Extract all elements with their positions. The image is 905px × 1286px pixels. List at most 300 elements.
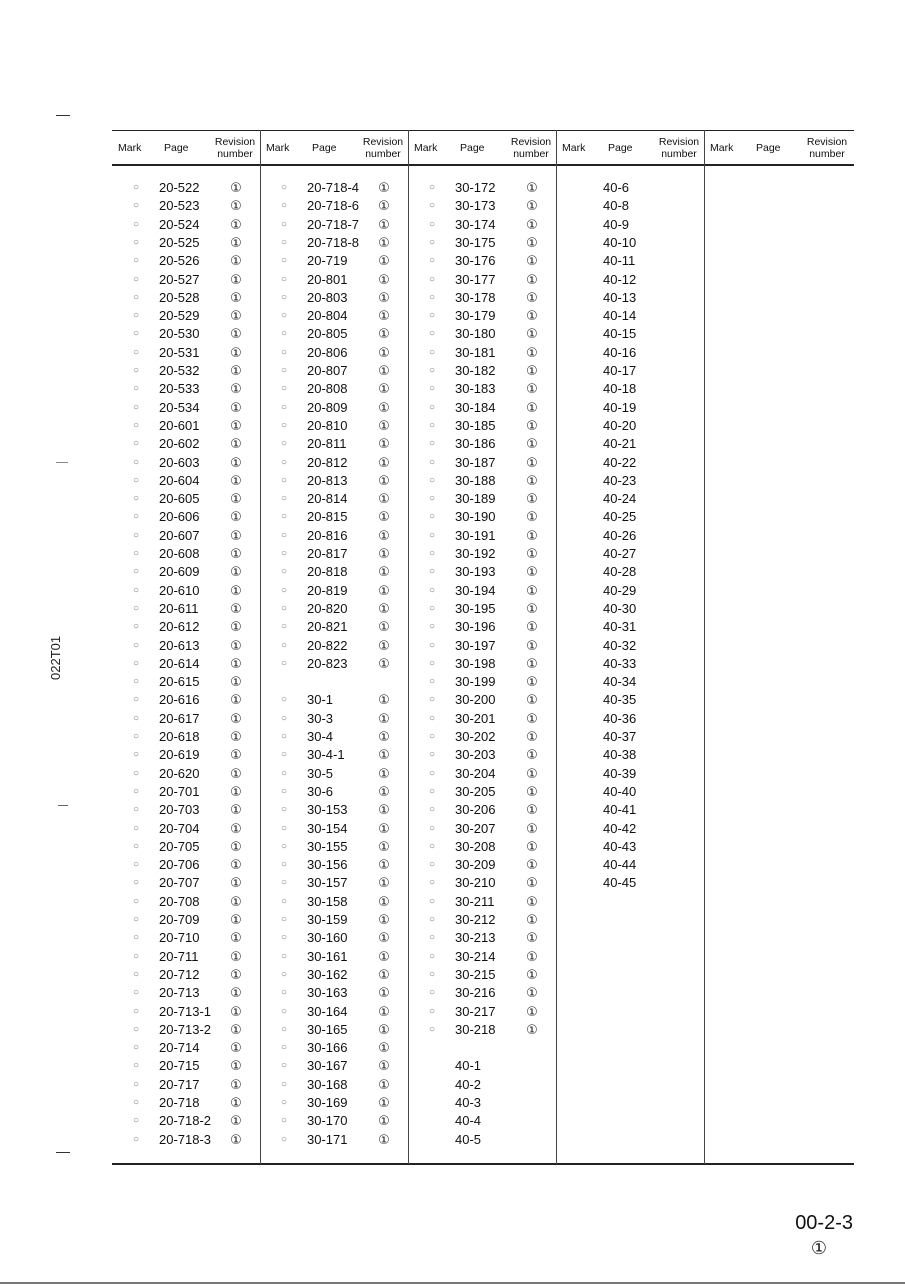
row-mark: ○	[280, 640, 288, 651]
row-mark: ○	[132, 200, 140, 211]
row-revision: ①	[378, 436, 390, 451]
row-mark: ○	[132, 1024, 140, 1035]
header-revision-sub: number	[809, 148, 845, 160]
header-revision-number	[358, 136, 408, 160]
row-page: 40-11	[603, 253, 636, 268]
row-revision: ①	[526, 491, 538, 506]
row-page: 40-14	[603, 308, 637, 323]
row-page: 30-218	[455, 1022, 496, 1037]
row-revision: ①	[230, 692, 242, 707]
row-page: 30-181	[455, 345, 496, 360]
row-page: 30-191	[455, 528, 496, 543]
row-revision: ①	[378, 546, 390, 561]
row-revision: ①	[378, 253, 390, 268]
row-page: 30-161	[307, 949, 348, 964]
row-page: 20-717	[159, 1077, 200, 1092]
row-revision: ①	[526, 1022, 538, 1037]
column-divider	[556, 130, 557, 1164]
row-mark: ○	[428, 1006, 436, 1017]
row-page: 20-609	[159, 564, 200, 579]
margin-tick	[58, 805, 68, 806]
row-revision: ①	[378, 381, 390, 396]
row-mark: ○	[280, 347, 288, 358]
header-mark: Mark	[710, 142, 734, 154]
row-mark: ○	[132, 219, 140, 230]
row-page: 20-801	[307, 272, 348, 287]
row-page: 40-33	[603, 656, 637, 671]
row-page: 40-38	[603, 747, 637, 762]
row-page: 20-705	[159, 839, 200, 854]
row-mark: ○	[280, 1134, 288, 1145]
row-mark: ○	[428, 255, 436, 266]
row-revision: ①	[378, 656, 390, 671]
row-mark: ○	[280, 969, 288, 980]
row-revision: ①	[230, 473, 242, 488]
row-mark: ○	[132, 420, 140, 431]
row-page: 20-805	[307, 326, 348, 341]
header-revision: Revision	[510, 136, 552, 148]
header-revision-number	[506, 136, 556, 160]
header-page: Page	[608, 142, 633, 154]
row-page: 30-153	[307, 802, 348, 817]
row-revision: ①	[378, 747, 390, 762]
row-page: 40-28	[603, 564, 637, 579]
row-page: 30-189	[455, 491, 496, 506]
row-revision: ①	[378, 729, 390, 744]
row-revision: ①	[378, 217, 390, 232]
row-revision: ①	[230, 363, 242, 378]
row-page: 30-184	[455, 400, 496, 415]
row-revision: ①	[230, 381, 242, 396]
row-revision: ①	[230, 180, 242, 195]
row-revision: ①	[230, 1132, 242, 1147]
row-revision: ①	[378, 528, 390, 543]
row-page: 40-35	[603, 692, 637, 707]
row-revision: ①	[230, 509, 242, 524]
row-mark: ○	[132, 658, 140, 669]
row-revision: ①	[378, 692, 390, 707]
row-page: 30-176	[455, 253, 496, 268]
row-mark: ○	[280, 804, 288, 815]
row-mark: ○	[428, 328, 436, 339]
row-revision: ①	[526, 253, 538, 268]
row-page: 20-718-7	[307, 217, 360, 232]
row-mark: ○	[132, 877, 140, 888]
row-page: 40-21	[603, 436, 637, 451]
row-page: 20-819	[307, 583, 348, 598]
row-page: 30-214	[455, 949, 496, 964]
row-revision: ①	[230, 583, 242, 598]
row-page: 20-715	[159, 1058, 200, 1073]
row-revision: ①	[230, 967, 242, 982]
row-page: 20-601	[159, 418, 200, 433]
row-mark: ○	[280, 841, 288, 852]
row-page: 20-718	[159, 1095, 200, 1110]
row-page: 30-155	[307, 839, 348, 854]
row-revision: ①	[378, 894, 390, 909]
row-page: 40-10	[603, 235, 637, 250]
row-revision: ①	[378, 400, 390, 415]
row-page: 30-160	[307, 930, 348, 945]
row-page: 20-612	[159, 619, 200, 634]
row-page: 20-618	[159, 729, 200, 744]
row-revision: ①	[230, 747, 242, 762]
row-revision: ①	[526, 821, 538, 836]
row-revision: ①	[526, 766, 538, 781]
row-page: 20-812	[307, 455, 348, 470]
row-mark: ○	[132, 493, 140, 504]
row-mark: ○	[132, 511, 140, 522]
row-page: 20-713-2	[159, 1022, 212, 1037]
row-revision: ①	[526, 217, 538, 232]
row-page: 20-530	[159, 326, 200, 341]
page-revision-mark: ①	[810, 1238, 827, 1258]
row-page: 20-619	[159, 747, 200, 762]
row-revision: ①	[378, 875, 390, 890]
row-page: 40-36	[603, 711, 637, 726]
row-mark: ○	[280, 896, 288, 907]
row-revision: ①	[230, 436, 242, 451]
row-revision: ①	[230, 949, 242, 964]
row-page: 30-4-1	[307, 747, 345, 762]
row-page: 30-211	[455, 894, 495, 909]
row-page: 30-193	[455, 564, 496, 579]
row-revision: ①	[230, 491, 242, 506]
row-mark: ○	[428, 530, 436, 541]
row-mark: ○	[280, 530, 288, 541]
row-mark: ○	[428, 804, 436, 815]
row-page: 20-713-1	[159, 1004, 212, 1019]
row-revision: ①	[230, 564, 242, 579]
row-mark: ○	[132, 804, 140, 815]
row-page: 20-706	[159, 857, 200, 872]
row-page: 30-170	[307, 1113, 348, 1128]
row-revision: ①	[378, 839, 390, 854]
row-revision: ①	[526, 894, 538, 909]
row-revision: ①	[526, 802, 538, 817]
row-page: 20-611	[159, 601, 199, 616]
row-page: 30-165	[307, 1022, 348, 1037]
row-mark: ○	[428, 640, 436, 651]
row-revision: ①	[230, 400, 242, 415]
row-mark: ○	[280, 621, 288, 632]
row-mark: ○	[280, 658, 288, 669]
header-revision-number	[802, 136, 852, 160]
row-revision: ①	[378, 1095, 390, 1110]
row-page: 20-607	[159, 528, 200, 543]
row-page: 20-808	[307, 381, 348, 396]
table-top-border	[112, 130, 854, 131]
row-revision: ①	[378, 345, 390, 360]
row-page: 40-25	[603, 509, 637, 524]
row-revision: ①	[230, 857, 242, 872]
row-mark: ○	[428, 914, 436, 925]
row-mark: ○	[132, 566, 140, 577]
row-page: 30-175	[455, 235, 496, 250]
row-page: 20-616	[159, 692, 200, 707]
row-revision: ①	[230, 345, 242, 360]
row-mark: ○	[132, 676, 140, 687]
row-page: 30-163	[307, 985, 348, 1000]
row-page: 30-173	[455, 198, 496, 213]
row-page: 30-4	[307, 729, 334, 744]
row-mark: ○	[132, 1079, 140, 1090]
row-mark: ○	[428, 731, 436, 742]
row-mark: ○	[428, 402, 436, 413]
row-mark: ○	[428, 987, 436, 998]
column-divider	[408, 130, 409, 1164]
row-revision: ①	[378, 308, 390, 323]
row-mark: ○	[280, 749, 288, 760]
row-page: 30-172	[455, 180, 496, 195]
row-revision: ①	[526, 949, 538, 964]
row-revision: ①	[378, 857, 390, 872]
row-page: 30-199	[455, 674, 496, 689]
row-mark: ○	[280, 548, 288, 559]
row-revision: ①	[526, 692, 538, 707]
row-mark: ○	[280, 1115, 288, 1126]
row-mark: ○	[428, 786, 436, 797]
row-revision: ①	[526, 564, 538, 579]
row-mark: ○	[428, 859, 436, 870]
row-page: 30-210	[455, 875, 496, 890]
row-mark: ○	[428, 585, 436, 596]
row-page: 20-804	[307, 308, 348, 323]
row-page: 40-40	[603, 784, 637, 799]
row-revision: ①	[526, 198, 538, 213]
row-revision: ①	[378, 1113, 390, 1128]
row-page: 40-17	[603, 363, 637, 378]
row-page: 20-807	[307, 363, 348, 378]
row-revision: ①	[378, 180, 390, 195]
row-page: 20-718-8	[307, 235, 360, 250]
row-page: 20-816	[307, 528, 348, 543]
row-mark: ○	[428, 566, 436, 577]
row-page: 40-24	[603, 491, 637, 506]
row-page: 40-13	[603, 290, 637, 305]
row-page: 20-817	[307, 546, 348, 561]
row-mark: ○	[428, 713, 436, 724]
row-mark: ○	[428, 292, 436, 303]
row-revision: ①	[230, 1058, 242, 1073]
row-revision: ①	[526, 967, 538, 982]
row-revision: ①	[230, 1040, 242, 1055]
row-page: 30-3	[307, 711, 334, 726]
row-page: 30-185	[455, 418, 496, 433]
row-revision: ①	[230, 912, 242, 927]
row-revision: ①	[526, 528, 538, 543]
row-mark: ○	[428, 200, 436, 211]
row-mark: ○	[132, 749, 140, 760]
row-revision: ①	[230, 1095, 242, 1110]
row-revision: ①	[526, 326, 538, 341]
row-mark: ○	[280, 1042, 288, 1053]
row-revision: ①	[378, 967, 390, 982]
row-page: 30-168	[307, 1077, 348, 1092]
row-page: 20-531	[159, 345, 200, 360]
row-page: 30-212	[455, 912, 496, 927]
row-revision: ①	[378, 198, 390, 213]
header-mark: Mark	[562, 142, 586, 154]
row-page: 20-707	[159, 875, 200, 890]
row-revision: ①	[230, 418, 242, 433]
row-mark: ○	[132, 1042, 140, 1053]
row-page: 40-12	[603, 272, 637, 287]
row-page: 30-205	[455, 784, 496, 799]
row-mark: ○	[132, 841, 140, 852]
row-revision: ①	[526, 345, 538, 360]
row-mark: ○	[280, 877, 288, 888]
row-mark: ○	[132, 987, 140, 998]
row-mark: ○	[428, 493, 436, 504]
row-revision: ①	[378, 949, 390, 964]
row-revision: ①	[378, 326, 390, 341]
row-page: 30-5	[307, 766, 334, 781]
row-page: 20-613	[159, 638, 200, 653]
row-page: 40-30	[603, 601, 637, 616]
row-page: 40-44	[603, 857, 637, 872]
row-page: 40-45	[603, 875, 637, 890]
row-revision: ①	[526, 747, 538, 762]
row-mark: ○	[132, 1115, 140, 1126]
row-mark: ○	[132, 457, 140, 468]
row-mark: ○	[132, 365, 140, 376]
row-mark: ○	[428, 896, 436, 907]
row-revision: ①	[378, 821, 390, 836]
row-page: 30-207	[455, 821, 496, 836]
row-revision: ①	[378, 784, 390, 799]
row-revision: ①	[230, 601, 242, 616]
row-revision: ①	[230, 656, 242, 671]
row-revision: ①	[526, 400, 538, 415]
row-mark: ○	[280, 200, 288, 211]
row-revision: ①	[230, 930, 242, 945]
header-revision: Revision	[362, 136, 404, 148]
row-mark: ○	[428, 658, 436, 669]
row-mark: ○	[428, 237, 436, 248]
row-mark: ○	[280, 1097, 288, 1108]
column-divider	[704, 130, 705, 1164]
row-page: 40-32	[603, 638, 637, 653]
row-mark: ○	[280, 274, 288, 285]
row-mark: ○	[280, 475, 288, 486]
row-page: 30-1	[307, 692, 334, 707]
page-number: 00-2-3	[795, 1212, 853, 1234]
row-page: 20-718-2	[159, 1113, 212, 1128]
row-mark: ○	[132, 694, 140, 705]
row-mark: ○	[132, 1134, 140, 1145]
row-page: 30-198	[455, 656, 496, 671]
row-page: 30-206	[455, 802, 496, 817]
row-mark: ○	[280, 237, 288, 248]
row-revision: ①	[378, 1132, 390, 1147]
row-mark: ○	[280, 365, 288, 376]
row-page: 30-157	[307, 875, 348, 890]
row-page: 30-195	[455, 601, 496, 616]
row-revision: ①	[378, 985, 390, 1000]
row-mark: ○	[280, 585, 288, 596]
margin-tick	[56, 462, 68, 463]
row-page: 40-20	[603, 418, 637, 433]
row-mark: ○	[132, 530, 140, 541]
row-page: 40-31	[603, 619, 637, 634]
row-mark: ○	[280, 566, 288, 577]
row-mark: ○	[428, 841, 436, 852]
row-mark: ○	[132, 932, 140, 943]
row-page: 20-606	[159, 509, 200, 524]
row-mark: ○	[280, 1006, 288, 1017]
row-page: 30-177	[455, 272, 496, 287]
row-revision: ①	[378, 235, 390, 250]
header-mark: Mark	[266, 142, 290, 154]
header-revision-number	[654, 136, 704, 160]
row-revision: ①	[230, 894, 242, 909]
row-page: 40-8	[603, 198, 630, 213]
row-page: 40-5	[455, 1132, 482, 1147]
row-page: 20-526	[159, 253, 200, 268]
row-revision: ①	[230, 766, 242, 781]
column-divider	[260, 130, 261, 1164]
row-page: 20-610	[159, 583, 200, 598]
row-mark: ○	[280, 402, 288, 413]
row-page: 20-602	[159, 436, 200, 451]
row-page: 20-704	[159, 821, 200, 836]
row-page: 40-37	[603, 729, 637, 744]
row-revision: ①	[526, 546, 538, 561]
header-revision-number	[210, 136, 260, 160]
row-page: 40-29	[603, 583, 637, 598]
row-revision: ①	[526, 985, 538, 1000]
row-page: 30-154	[307, 821, 348, 836]
row-revision: ①	[230, 711, 242, 726]
row-revision: ①	[378, 930, 390, 945]
row-mark: ○	[428, 969, 436, 980]
row-page: 40-43	[603, 839, 637, 854]
row-revision: ①	[230, 619, 242, 634]
row-revision: ①	[230, 546, 242, 561]
row-revision: ①	[526, 381, 538, 396]
row-revision: ①	[378, 766, 390, 781]
row-mark: ○	[428, 603, 436, 614]
row-page: 30-182	[455, 363, 496, 378]
row-page: 20-524	[159, 217, 200, 232]
row-revision: ①	[526, 418, 538, 433]
row-revision: ①	[230, 875, 242, 890]
row-revision: ①	[526, 235, 538, 250]
row-page: 20-708	[159, 894, 200, 909]
row-revision: ①	[230, 290, 242, 305]
row-page: 40-15	[603, 326, 637, 341]
row-page: 30-213	[455, 930, 496, 945]
row-page: 40-18	[603, 381, 637, 396]
row-revision: ①	[378, 619, 390, 634]
table-bottom-border	[112, 1163, 854, 1165]
row-mark: ○	[132, 859, 140, 870]
row-mark: ○	[132, 1097, 140, 1108]
row-mark: ○	[280, 1024, 288, 1035]
row-page: 20-615	[159, 674, 200, 689]
row-revision: ①	[230, 821, 242, 836]
row-mark: ○	[132, 786, 140, 797]
row-revision: ①	[378, 290, 390, 305]
row-page: 40-27	[603, 546, 637, 561]
row-revision: ①	[526, 839, 538, 854]
header-page: Page	[756, 142, 781, 154]
header-revision-sub: number	[661, 148, 697, 160]
header-mark: Mark	[118, 142, 142, 154]
row-page: 20-719	[307, 253, 348, 268]
row-mark: ○	[280, 987, 288, 998]
